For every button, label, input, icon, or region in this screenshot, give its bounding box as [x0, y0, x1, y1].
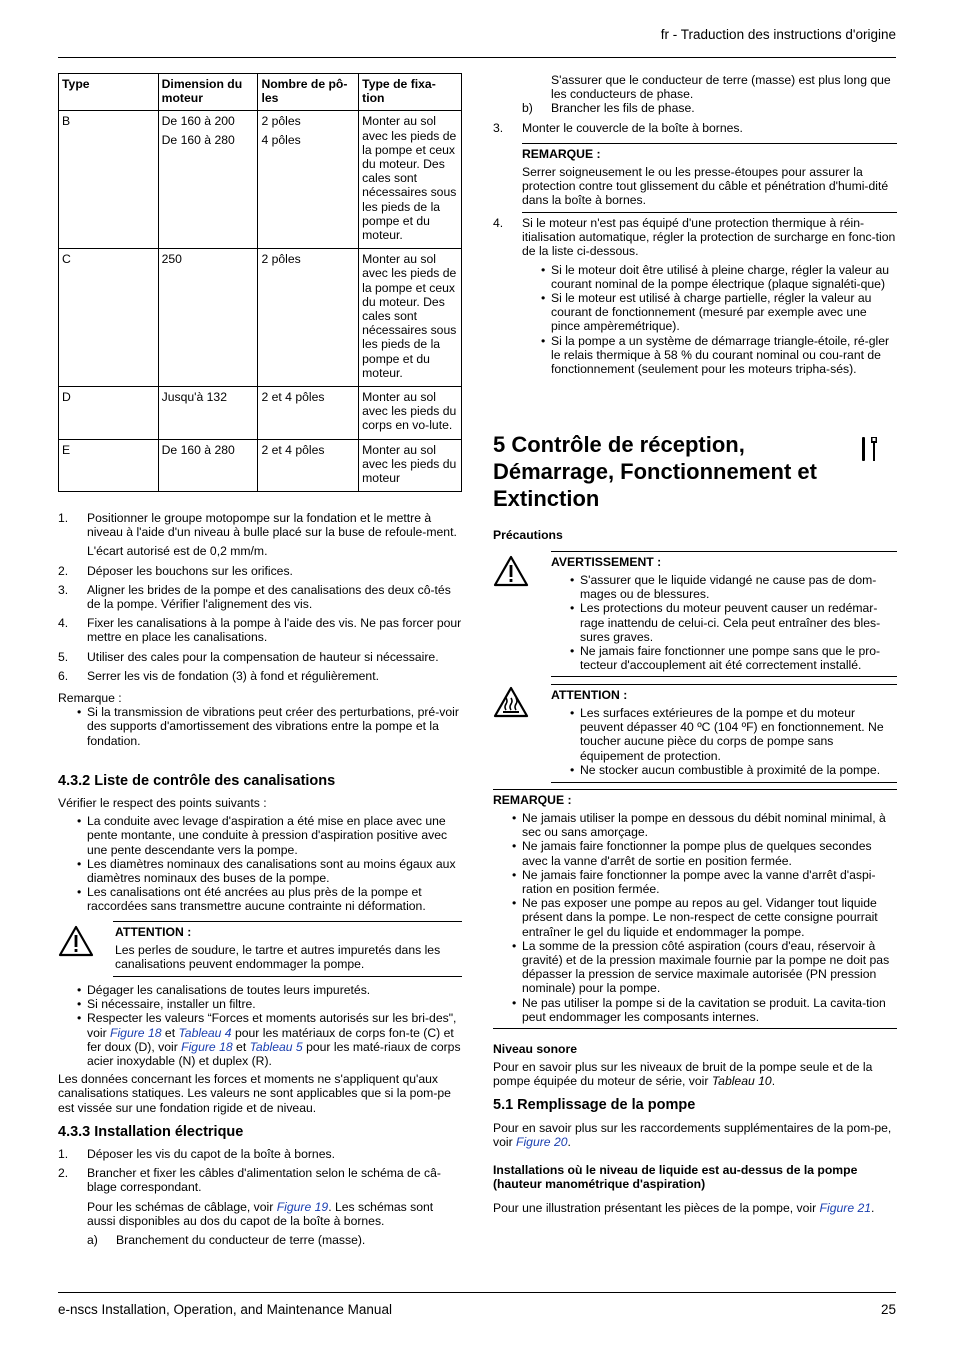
cell-line: De 160 à 200: [161, 114, 235, 129]
list-item: • Les surfaces extérieures de la pompe et du moteur peuvent dépasser 40 ºC (104 ºF) en fonctionnement. Ne toucher aucune pièce du corps de pompe sans équipement de protection.: [551, 706, 897, 763]
text-span: Pour une illustration présentant les pièces de la pompe, voir: [493, 1201, 817, 1215]
step-number: 3.: [493, 120, 504, 135]
installations-text: Pour une illustration présentant les pièces de la pompe, voir Figure 21.: [493, 1201, 875, 1215]
section-title-4-3-2: 4.3.2 Liste de contrôle des canalisations: [58, 773, 336, 789]
table-header-cell: Nombre de pô-les: [258, 74, 359, 111]
tableau-10-ref: Tableau 10: [711, 1074, 772, 1089]
step-text: Serrer les vis de fondation (3) à fond et régulièrement.: [87, 668, 379, 683]
table-cell: Monter au sol avec les pieds de la pompe et ceux du moteur. Des cales sont nécessaires sous les pieds de la pompe et du moteur.: [359, 111, 462, 249]
step-number: 6.: [58, 668, 69, 683]
list-item: [522, 101, 897, 115]
section-title-5-1: 5.1 Remplissage de la pompe: [493, 1097, 696, 1113]
list-item: [58, 669, 462, 683]
table-cell: 250: [158, 249, 258, 387]
step-letter: b): [522, 101, 533, 116]
hot-surface-icon: [493, 686, 529, 718]
list-item: • Si la transmission de vibrations peut créer des perturbations, pré-voir des supports d'amortissement des vibrations entre la pompe et la fondation.: [58, 705, 462, 748]
text-span: Pour en savoir plus sur les raccordements supplémentaires de la pom-pe, voir: [493, 1121, 892, 1150]
step-number: 3.: [58, 582, 69, 597]
step-number: 1.: [58, 511, 69, 525]
attention-hot-box: [551, 684, 897, 783]
section-4-3-3-body: [58, 1147, 462, 1247]
precautions-title: Précautions: [493, 528, 563, 542]
cell-line: 4 pôles: [261, 132, 301, 147]
remarque-label: REMARQUE :: [493, 793, 572, 807]
tableau-4-link[interactable]: Tableau 4: [178, 1025, 232, 1040]
text-span: Respecter les valeurs “Forces et moments autorisés sur les bri-des", voir: [87, 1011, 457, 1040]
warning-triangle-icon: [493, 555, 529, 587]
ground-check-text: S'assurer que le conducteur de terre (masse) est plus long que les conducteurs de phase.: [551, 73, 891, 102]
table-cell: Monter au sol avec les pieds du corps en vo-lute.: [359, 387, 462, 440]
list-item: • Ne pas utiliser la pompe si de la cavitation se produit. La cavita-tion peut endommager les composants internes.: [493, 996, 897, 1024]
remark-label: Remarque :: [58, 691, 122, 706]
text-span: pour les matériaux de corps fon-te (C) et fer doux (D), voir: [87, 1025, 454, 1054]
list-item: [58, 1166, 462, 1228]
table-header-cell: Dimension du moteur: [158, 74, 258, 111]
attention-label: ATTENTION :: [115, 925, 192, 939]
figure-21-link[interactable]: Figure 21: [819, 1201, 872, 1215]
remark-list: [58, 705, 462, 748]
table-row: [59, 387, 462, 440]
overload-list: [522, 263, 897, 377]
table-cell: Monter au sol avec les pieds du moteur: [359, 439, 462, 492]
step-number: 2.: [58, 563, 69, 578]
list-item: • Ne jamais faire fonctionner la pompe avec la vanne d'arrêt d'aspi-ration en position fermée.: [493, 868, 897, 896]
footer-manual-title: e-nscs Installation, Operation, and Maintenance Manual: [58, 1302, 392, 1317]
table-header-cell: Type de fixa-tion: [359, 74, 462, 111]
chapter-title: 5 Contrôle de réception, Démarrage, Fonctionnement et Extinction: [493, 432, 817, 511]
installations-title: Installations où le niveau de liquide est au-dessus de la pompe (hauteur manométrique d'aspiration): [493, 1163, 858, 1192]
step-text: Utiliser des cales pour la compensation de hauteur si nécessaire.: [87, 649, 439, 664]
table-cell: 2 pôles: [258, 249, 359, 387]
cell-line: De 160 à 280: [161, 132, 235, 147]
table-cell: [258, 111, 359, 249]
warning-label: AVERTISSEMENT :: [551, 555, 662, 569]
attention-text: Les perles de soudure, le tartre et autres impuretés dans les canalisations peuvent endommager la pompe.: [115, 943, 441, 972]
list-item: [58, 564, 462, 578]
list-item: • Les diamètres nominaux des canalisations sont au moins égaux aux diamètres nominaux des buses de la pompe.: [58, 857, 462, 885]
step-text: Aligner les brides de la pompe et des canalisations des deux cô-tés de la pompe. Vérifier l'alignement des vis.: [87, 582, 451, 612]
step-text: Brancher les fils de phase.: [551, 101, 695, 116]
electrical-continued: [493, 73, 897, 135]
operation-list: [493, 811, 897, 1024]
page-footer: [58, 1292, 896, 1317]
remarque-label: REMARQUE :: [522, 147, 601, 161]
list-item: [58, 1147, 462, 1161]
list-item: • Ne jamais faire fonctionner la pompe plus de quelques secondes avec la vanne d'arrêt de sortie en position fermée.: [493, 839, 897, 867]
tools-icon: [858, 435, 880, 463]
list-item: [493, 216, 897, 259]
step-letter: a): [87, 1233, 98, 1248]
list-item: • S'assurer que le liquide vidangé ne cause pas de dom-mages ou de blessures.: [551, 573, 897, 601]
figure-20-link[interactable]: Figure 20: [516, 1135, 568, 1150]
figure-18-link[interactable]: Figure 18: [110, 1025, 162, 1040]
remarque-operation-box: [493, 789, 897, 1029]
step-number: 4.: [58, 616, 69, 631]
list-item: • Ne pas exposer une pompe au repos au gel. Vidanger tout liquide présent dans la pompe. Le non-respect de cette consigne pourrait entraîner le gel du liquide et endommager la pompe.: [493, 896, 897, 939]
step-text: Fixer les canalisations à la pompe à l'aide des vis. Ne pas forcer pour mettre en place les canalisations.: [87, 616, 462, 645]
text-span: et: [164, 1025, 176, 1040]
list-item: • Dégager les canalisations de toutes leurs impuretés.: [58, 983, 462, 997]
table-cell: De 160 à 280: [158, 439, 258, 492]
niveau-sonore-text: Pour en savoir plus sur les niveaux de bruit de la pompe seule et de la pompe équipée du moteur de série, voir Tableau 10.: [493, 1060, 873, 1089]
remarque-text: Serrer soigneusement le ou les presse-étoupes pour assurer la protection contre tout glissement du câble et pénétration d'humi-dité dans la boîte à bornes.: [522, 165, 889, 208]
step-text: Si le moteur n'est pas équipé d'une protection thermique à réin-itialisation automatique, régler la protection de surcharge en fonc-tion de la liste ci-dessous.: [522, 216, 896, 259]
installation-steps: [58, 511, 462, 748]
attention-list: [551, 706, 897, 777]
table-cell: 2 et 4 pôles: [258, 387, 359, 440]
warning-list: [551, 573, 897, 672]
list-item: • La somme de la pression côté aspiration (cours d'eau, réservoir à gravité) et de la pression maximale fournie par la pompe ne doit pas dépasser la pression de service maximale autorisée (PN pression nominale) pour la pompe.: [493, 939, 897, 996]
figure-19-link[interactable]: Figure 19: [276, 1199, 329, 1214]
step-text: Déposer les bouchons sur les orifices.: [87, 563, 293, 578]
list-item: • Si le moteur doit être utilisé à pleine charge, régler la valeur au courant nominal de la pompe électrique (plaque signaléti-que): [522, 263, 897, 291]
remarque-box: [522, 143, 897, 213]
step-number: 1.: [58, 1147, 69, 1161]
step-number: 5.: [58, 649, 69, 664]
list-item: [58, 583, 462, 611]
list-item: • Si la pompe a un système de démarrage triangle-étoile, ré-gler le relais thermique à 58 % du courant nominal ou cou-rant de fonctionnement (seulement pour les moteurs tripha-sés).: [522, 334, 897, 377]
step-subtext: L'écart autorisé est de 0,2 mm/m.: [87, 544, 268, 559]
list-item: • Si le moteur est utilisé à charge partielle, régler la valeur au courant de fonctionnement (mesuré par exemple avec une pince ampèremétrique).: [522, 291, 897, 334]
list-item: • Les protections du moteur peuvent causer un redémar-rage inattendu de celui-ci. Cela peut entraîner des bles-sures graves.: [551, 601, 897, 644]
step-text: Brancher et fixer les câbles d'alimentation selon le schéma de câ-blage correspondant.: [87, 1166, 441, 1195]
list-item: • Si nécessaire, installer un filtre.: [58, 997, 462, 1011]
step-number: 4.: [493, 216, 504, 230]
table-cell: [158, 111, 258, 249]
header-text: fr - Traduction des instructions d'origine: [660, 27, 896, 42]
list-item: • Les canalisations ont été ancrées au plus près de la pompe et raccordées sans transmettre aucune contrainte ni déformation.: [58, 885, 462, 913]
text-span: pour les maté-riaux de corps acier inoxydable (N) et duplex (R).: [87, 1039, 461, 1069]
table-cell: 2 et 4 pôles: [258, 439, 359, 492]
section-4-3-2-body2: [58, 983, 462, 1115]
list-item: [58, 1011, 462, 1068]
list-item: [58, 511, 462, 559]
figure-18-link[interactable]: Figure 18: [181, 1039, 233, 1054]
niveau-sonore-title: Niveau sonore: [493, 1042, 577, 1056]
attention-label: ATTENTION :: [551, 688, 628, 702]
step-text: Déposer les vis du capot de la boîte à bornes.: [87, 1147, 335, 1161]
step-4: [493, 216, 897, 376]
list-item: [58, 650, 462, 664]
list-item: [493, 121, 897, 135]
table-cell: Monter au sol avec les pieds de la pompe et ceux du moteur. Des cales sont nécessaires sous les pieds de la pompe et du moteur.: [359, 249, 462, 387]
text-span: Pour en savoir plus sur les niveaux de bruit de la pompe seule et de la pompe équipée du moteur de série, voir: [493, 1060, 873, 1089]
section-title-4-3-3: 4.3.3 Installation électrique: [58, 1124, 244, 1140]
list-item: [58, 616, 462, 644]
cell-line: 2 pôles: [261, 114, 301, 129]
forces-note: Les données concernant les forces et moments ne s'appliquent qu'aux canalisations statiques. Les valeurs ne sont applicables que si la pom-pe est vissée sur une fondation rigide et de niveau.: [58, 1072, 451, 1115]
warning-triangle-icon: [58, 925, 94, 957]
table-row: [59, 439, 462, 492]
table-cell: D: [59, 387, 159, 440]
section-intro: Vérifier le respect des points suivants :: [58, 796, 267, 810]
page-header: [58, 28, 896, 58]
mounting-type-table: [58, 73, 462, 492]
table-cell: Jusqu'à 132: [158, 387, 258, 440]
step-text: Branchement du conducteur de terre (masse).: [116, 1233, 366, 1248]
tableau-5-link[interactable]: Tableau 5: [249, 1039, 303, 1054]
table-row: [59, 111, 462, 249]
table-cell: B: [59, 111, 159, 249]
section-5-1-text: Pour en savoir plus sur les raccordements supplémentaires de la pom-pe, voir Figure 20.: [493, 1121, 892, 1150]
list-item: • Ne jamais faire fonctionner une pompe sans que le pro-tecteur d'accouplement ait été correctement installé.: [551, 644, 897, 672]
list-item: • Ne stocker aucun combustible à proximité de la pompe.: [551, 763, 897, 777]
text-span: Pour les schémas de câblage, voir: [87, 1199, 274, 1214]
table-header-row: [59, 74, 462, 111]
step-number: 2.: [58, 1166, 69, 1181]
table-row: [59, 249, 462, 387]
step-text: Positionner le groupe motopompe sur la fondation et le mettre à niveau à l'aide d'un niveau à bulle placé sur la buse de refoule-ment.: [87, 511, 457, 540]
check-list: [58, 814, 462, 913]
attention-box: [113, 921, 462, 977]
list-item: [87, 1233, 462, 1247]
step-subtext: [87, 1200, 462, 1228]
list-item: • Ne jamais utiliser la pompe en dessous du débit nominal minimal, à sec ou sans amorçage.: [493, 811, 897, 839]
list-item: • La conduite avec levage d'aspiration a été mise en place avec une pente montante, une conduite à pression d'aspiration positive avec une pente descendante vers la pompe.: [58, 814, 462, 857]
text-span: et: [236, 1039, 247, 1054]
table-header-cell: Type: [59, 74, 159, 111]
text-span: . Les schémas sont aussi disponibles au dos du capot de la boîte à bornes.: [87, 1199, 434, 1228]
page-number: 25: [880, 1302, 896, 1317]
table-cell: E: [59, 439, 159, 492]
table-cell: C: [59, 249, 159, 387]
warning-box: [551, 551, 897, 677]
step-text: Monter le couvercle de la boîte à bornes.: [522, 120, 743, 135]
action-list: [58, 983, 462, 1068]
section-4-3-2-body: [58, 796, 462, 914]
